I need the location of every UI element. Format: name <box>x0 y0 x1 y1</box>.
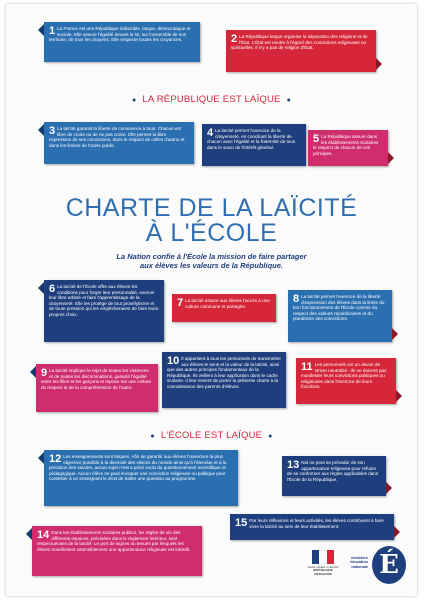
bullet-icon: ● <box>131 97 137 104</box>
article-text: La laïcité garantit la liberté de conscience à tous. Chacun est libre de croire ou de ne pas croire. Elle permet la libre expression de ses convictions, dans le respect de celles d'autrui et dans les limites de l'ordre public. <box>49 126 185 148</box>
article-text: La laïcité assure aux élèves l'accès à une culture commune et partagée. <box>185 298 270 309</box>
article-text: Par leurs réflexions et leurs activités, les élèves contribuent à faire vivre la laïcité au sein de leur établissement. <box>249 518 384 529</box>
article-number: 7 <box>177 297 184 309</box>
article-8 <box>288 290 392 342</box>
article-14 <box>32 526 202 576</box>
article-text: Les personnels ont un devoir de stricte neutralité : ils ne doivent pas manifester leurs convictions politiques ou religieuses dans l'exercice de leurs fonctions. <box>301 362 387 390</box>
article-number: 12 <box>49 453 62 465</box>
republique-logo: Liberté • Égalité • Fraternité RÉPUBLIQUE FRANÇAISE <box>306 550 340 582</box>
article-text: Nul ne peut se prévaloir de son appartenance religieuse pour refuser de se conformer aux règles applicables dans l'École de la République. <box>287 460 379 482</box>
article-text: La laïcité permet l'exercice de la citoyenneté, en conciliant la liberté de chacun avec l'égalité et la fraternité de tous dans le souci de l'intérêt général. <box>207 128 296 150</box>
article-2 <box>226 30 376 72</box>
article-number: 3 <box>49 125 56 137</box>
article-10 <box>162 352 286 408</box>
article-number: 11 <box>301 361 313 373</box>
article-13 <box>282 456 386 496</box>
bullet-icon: ● <box>268 433 273 440</box>
article-7 <box>172 294 276 322</box>
article-number: 4 <box>207 127 214 139</box>
article-1 <box>44 22 200 62</box>
article-5 <box>308 130 388 166</box>
article-text: Les enseignements sont laïques. Afin de garantir aux élèves l'ouverture la plus objective possible à la diversité des visions du monde ainsi qu'à l'étendue et à la précision des savoirs, aucun sujet n'est a priori exclu du questionnement scientifique et pédagogique. Aucun élève ne peut invoquer une conviction religieuse ou politique pour contester à un enseignant le droit de traiter une question au programme. <box>49 454 227 482</box>
article-number: 15 <box>235 517 248 529</box>
article-number: 10 <box>167 355 180 367</box>
article-number: 14 <box>37 529 50 541</box>
article-15 <box>230 514 394 540</box>
article-number: 13 <box>287 459 300 471</box>
article-number: 6 <box>49 283 56 295</box>
article-text: Dans les établissements scolaires publics, les règles de vie des différents espaces, précisées dans le règlement intérieur, sont respectueuses de la laïcité. Le port de signes ou tenues par lesquels les élèves manifestent ostensiblement une appartenance religieuse est interdit. <box>37 530 191 552</box>
page-subtitle: La Nation confie à l'École la mission de faire partager aux élèves les valeurs de la République. <box>116 252 307 270</box>
page-title: CHARTE DE LA LAÏCITÉ À L'ÉCOLE <box>65 194 358 247</box>
article-6 <box>44 280 164 342</box>
ministry-logo: ministère éducation nationale É <box>346 546 410 590</box>
charter-poster <box>6 4 417 596</box>
article-4 <box>202 124 306 166</box>
article-text: La laïcité permet l'exercice de la liberté d'expression des élèves dans la limite du bon fonctionnement de l'École comme du respect des valeurs républicaines et du pluralisme des convictions. <box>293 294 385 322</box>
article-text: La France est une République indivisible, laïque, démocratique et sociale. Elle assure l'égalité devant la loi, sur l'ensemble de son territoire, de tous les citoyens. Elle respecte toutes les croyances. <box>49 26 191 43</box>
article-11 <box>296 358 396 404</box>
section-title-republique: ● LA RÉPUBLIQUE EST LAÏQUE ● <box>131 94 292 105</box>
section-title-ecole: ● L'ÉCOLE EST LAÏQUE ● <box>150 430 273 441</box>
article-12 <box>44 450 238 506</box>
ministry-e-emblem-icon: É <box>372 546 406 584</box>
tricolor-flag-icon <box>312 550 334 564</box>
article-text: La laïcité implique le rejet de toutes les violences et de toutes les discriminations, garantit l'égalité entre les filles et les garçons et repose sur une culture du respect et de la compréhension de l'autre. <box>41 368 152 390</box>
article-3 <box>44 122 194 164</box>
article-text: La République assure dans les établissements scolaires le respect de chacun de ces principes. <box>313 134 379 156</box>
article-number: 1 <box>49 25 56 37</box>
article-number: 5 <box>313 133 320 145</box>
article-text: La laïcité de l'École offre aux élèves les conditions pour forger leur personnalité, exercer leur libre arbitre et faire l'apprentissage de la citoyenneté. Elle les protège de tout prosélytisme et de toute pression qui les empêcheraient de faire leurs propres choix. <box>49 284 159 317</box>
article-number: 8 <box>293 293 300 305</box>
article-9 <box>36 364 158 412</box>
bullet-icon: ● <box>286 97 292 104</box>
article-text: Il appartient à tous les personnels de transmettre aux élèves le sens et la valeur de la laïcité, ainsi que des autres principes fondamentaux de la République. Ils veillent à leur application dans le cadre scolaire. Il leur revient de porter la présente charte à la connaissance des parents d'élèves. <box>167 356 281 389</box>
bullet-icon: ● <box>150 433 155 440</box>
article-number: 2 <box>231 33 238 45</box>
article-text: La République laïque organise la séparation des religions et de l'État. L'État est neutre à l'égard des convictions religieuses ou spirituelles. Il n'y a pas de religion d'État. <box>231 34 368 51</box>
article-number: 9 <box>41 367 48 379</box>
